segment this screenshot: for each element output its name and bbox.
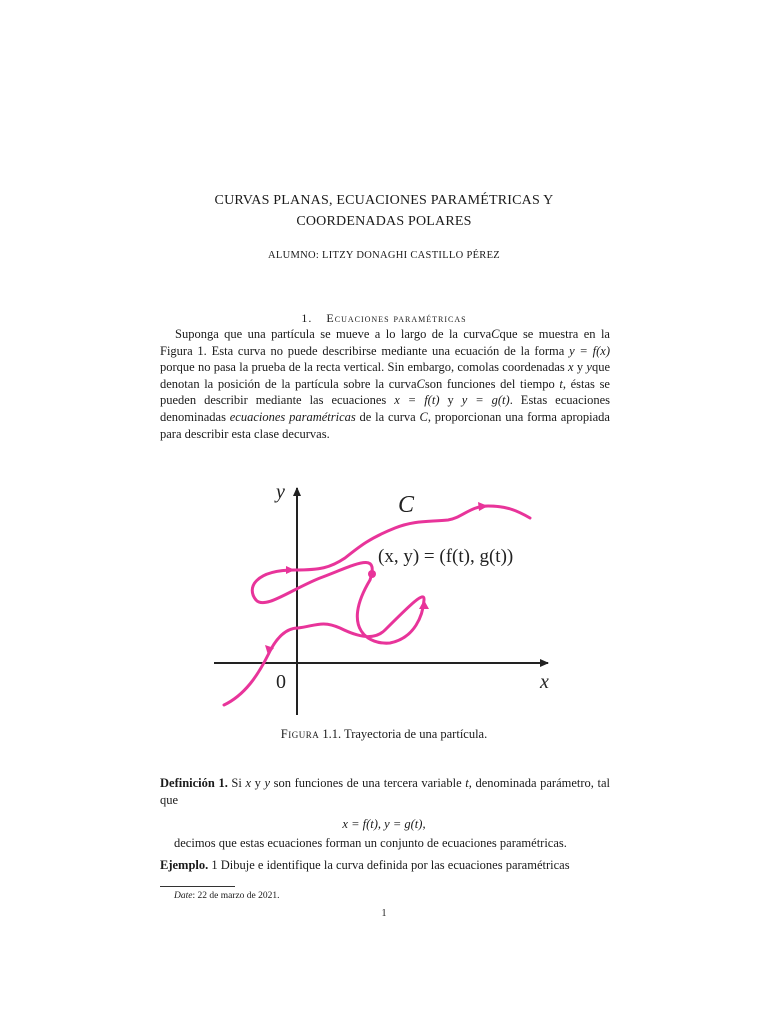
intro-paragraph: Suponga que una partícula se mueve a lo largo de la curvaCque se muestra en la Figura 1. Esta curva no puede describirse mediante una ecuación de la forma y = f(x) porque no pasa la prueba de la recta vertical. Sin embargo, comolas coordenadas x y yque denotan la posición de la partícula sobre la curvaCson funciones del tiempo t, éstas se pueden describir mediante las ecuaciones x = f(t) y y = g(t). Estas ecuaciones denominadas ecuaciones paramétricas de la curva C, proporcionan una forma apropiada para describir esta clase decurvas.: [160, 327, 611, 441]
curve-label: C: [398, 492, 415, 518]
section-heading: [0, 311, 768, 326]
example-text: Dibuje e identifique la curva definida por las ecuaciones paramétricas: [217, 858, 570, 872]
parametric-curve: [224, 506, 530, 705]
title-line-1: CURVAS PLANAS, ECUACIONES PARAMÉTRICAS Y: [214, 193, 554, 208]
y-axis-label: y: [276, 481, 285, 503]
caption-label: Figura: [280, 727, 320, 741]
title-line-2: COORDENADAS POLARES: [296, 214, 472, 229]
origin-label: 0: [276, 671, 286, 693]
example-number: 1: [211, 858, 218, 872]
footnote-rule: [160, 886, 235, 887]
footnote-label: Date: [174, 891, 193, 901]
definition-label: Definición 1.: [160, 776, 228, 790]
direction-arrow-right: [419, 600, 429, 609]
x-axis-label: x: [540, 671, 549, 693]
point-label: (x, y) = (f(t), g(t)): [378, 546, 514, 567]
author-line: ALUMNO: LITZY DONAGHI CASTILLO PÉREZ: [267, 250, 501, 261]
caption-number: 1.1.: [322, 727, 342, 741]
definition-block: Definición 1. Si x y y son funciones de una tercera variable t, denominada parámetro, tal que: [160, 776, 610, 807]
particle-point: [368, 570, 376, 578]
direction-arrow-upper: [286, 566, 295, 574]
trajectory-figure: [210, 470, 570, 720]
parametric-equation: x = f(t), y = g(t),: [342, 817, 426, 831]
caption-text: Trayectoria de una partícula.: [344, 727, 488, 741]
section-number: 1.: [301, 311, 313, 325]
definition-conclusion: decimos que estas ecuaciones forman un conjunto de ecuaciones paramétricas.: [174, 836, 567, 850]
page-number: 1: [381, 908, 387, 919]
footnote-text: : 22 de marzo de 2021.: [192, 891, 280, 901]
section-title: Ecuaciones paramétricas: [326, 311, 467, 325]
example-label: Ejemplo.: [160, 858, 209, 872]
example-block: [160, 858, 620, 873]
key-term: ecuaciones paramétricas: [229, 409, 356, 424]
direction-arrow-top: [478, 502, 488, 511]
figure-caption: [0, 727, 768, 742]
footnote: [174, 891, 280, 901]
paper-title: [0, 190, 768, 232]
